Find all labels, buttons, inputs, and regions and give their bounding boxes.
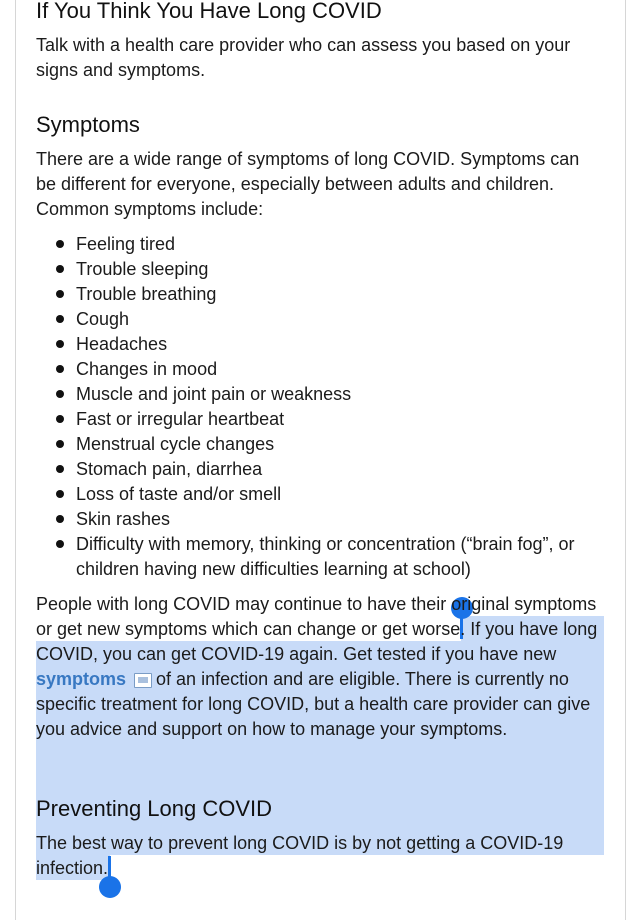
symptoms-intro: There are a wide range of symptoms of long COVID. Symptoms can be different for everyone, especially between adults and children. Common symptoms include: bbox=[36, 149, 580, 219]
prevent-text: The best way to prevent long COVID is by not getting a COVID-19 infection. bbox=[36, 833, 564, 878]
list-item: Muscle and joint pain or weakness bbox=[36, 382, 596, 407]
list-item: Headaches bbox=[36, 332, 596, 357]
list-item: Feeling tired bbox=[36, 232, 596, 257]
long-covid-paragraph[interactable] bbox=[36, 592, 604, 742]
list-item: Trouble sleeping bbox=[36, 257, 596, 282]
symptom-list bbox=[36, 232, 596, 582]
list-item: Cough bbox=[36, 307, 596, 332]
selected-text: of an infection and are eligible. There is currently no specific treatment for long COVID, but a health care provider can give you advice and support on how to manage your symptoms. bbox=[36, 669, 591, 739]
list-item: Difficulty with memory, thinking or concentration (“brain fog”, or children having new difficulties learning at school) bbox=[36, 532, 596, 582]
selected-text: If you have long COVID, you can get COVID-19 again. Get tested if you have new bbox=[36, 619, 598, 664]
list-item: Stomach pain, diarrhea bbox=[36, 457, 596, 482]
list-item: Fast or irregular heartbeat bbox=[36, 407, 596, 432]
intro-text: Talk with a health care provider who can assess you based on your signs and symptoms. bbox=[36, 35, 571, 80]
list-item: Changes in mood bbox=[36, 357, 596, 382]
pdf-icon bbox=[134, 673, 152, 688]
symptoms-link[interactable]: symptoms bbox=[36, 669, 127, 689]
preventing-heading: Preventing Long COVID bbox=[36, 796, 273, 821]
list-item: Menstrual cycle changes bbox=[36, 432, 596, 457]
paragraph-text: People with long COVID may continue to have their original symptoms or get new symptoms which can change or get worse. bbox=[36, 594, 597, 639]
list-item: Loss of taste and/or smell bbox=[36, 482, 596, 507]
list-item: Skin rashes bbox=[36, 507, 596, 532]
symptoms-heading: Symptoms bbox=[36, 112, 140, 137]
page-title: If You Think You Have Long COVID bbox=[36, 0, 382, 23]
list-item: Trouble breathing bbox=[36, 282, 596, 307]
